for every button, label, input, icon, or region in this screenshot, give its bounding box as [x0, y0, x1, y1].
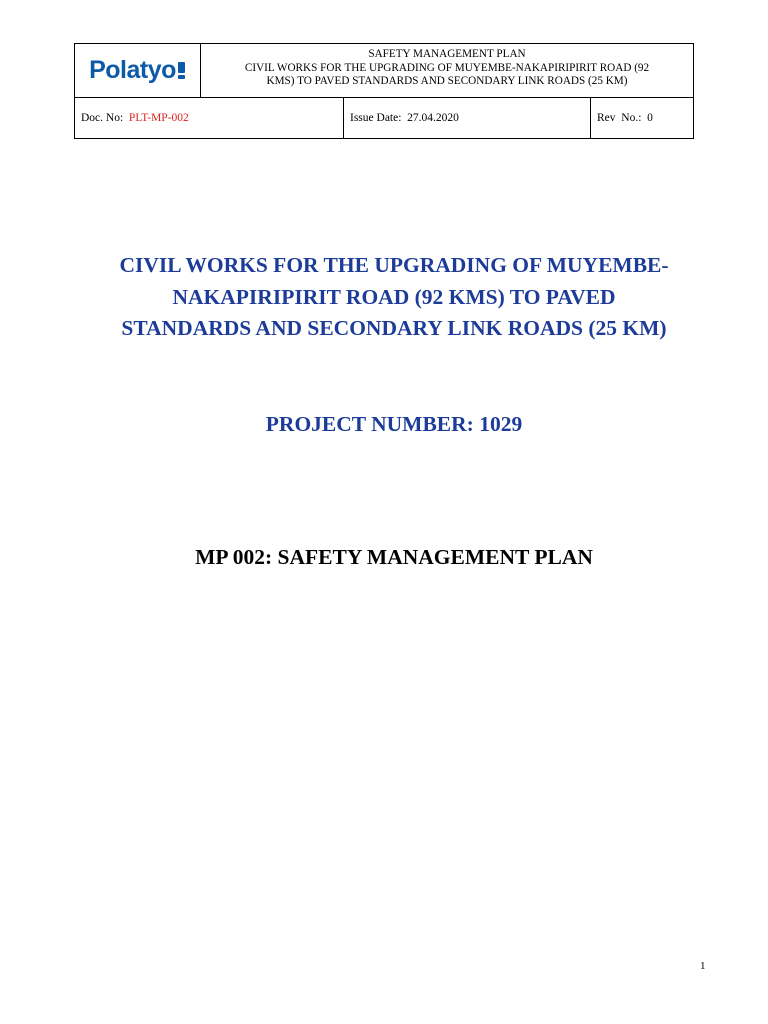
- rev-label: Rev No.:: [597, 112, 648, 124]
- header-title-cell: [201, 44, 693, 97]
- company-logo: Polatyo: [89, 58, 186, 83]
- logo-mark-icon: [177, 62, 186, 79]
- header-top-row: [75, 44, 693, 98]
- header-plan-title: SAFETY MANAGEMENT PLAN: [368, 48, 526, 60]
- rev-value: 0: [647, 112, 653, 124]
- header-works-line-1: CIVIL WORKS FOR THE UPGRADING OF MUYEMBE-NAKAPIRIPIRIT ROAD (92: [244, 61, 650, 74]
- doc-no-value: PLT-MP-002: [128, 112, 189, 124]
- header-bottom-row: [75, 98, 693, 138]
- main-title-line-3: STANDARDS AND SECONDARY LINK ROADS (25 KM): [121, 316, 667, 340]
- plan-heading: MP 002: SAFETY MANAGEMENT PLAN: [195, 545, 593, 569]
- doc-no-cell: [75, 98, 344, 138]
- header-works-line-2: KMS) TO PAVED STANDARDS AND SECONDARY LINK ROADS (25 KM): [266, 75, 628, 87]
- main-title: [60, 250, 728, 345]
- issue-date-label: Issue Date:: [350, 112, 408, 124]
- logo-cell: [75, 44, 201, 97]
- rev-cell: [591, 98, 693, 138]
- document-header-table: [74, 43, 694, 139]
- page-number: 1: [700, 960, 706, 972]
- main-title-line-2: NAKAPIRIPIRIT ROAD (92 KMS) TO PAVED: [172, 284, 616, 309]
- main-title-line-1: CIVIL WORKS FOR THE UPGRADING OF MUYEMBE-: [119, 253, 669, 277]
- issue-date-cell: [344, 98, 591, 138]
- project-number: PROJECT NUMBER: 1029: [265, 412, 523, 436]
- issue-date-value: 27.04.2020: [407, 112, 459, 124]
- doc-no-label: Doc. No:: [81, 112, 129, 124]
